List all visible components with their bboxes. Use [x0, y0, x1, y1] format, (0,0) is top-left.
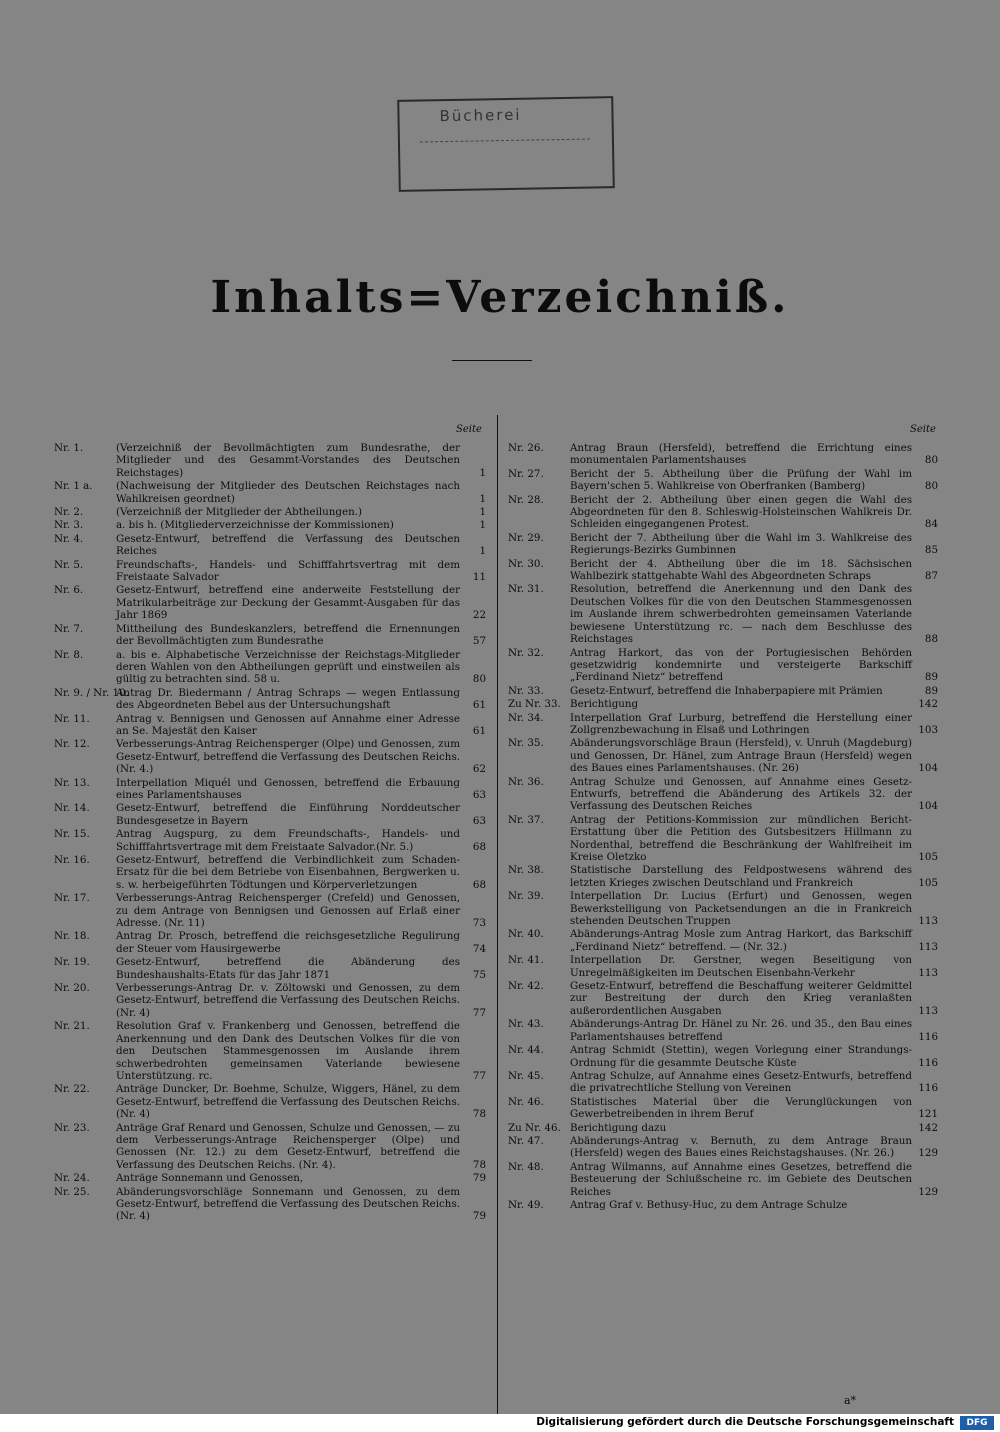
- entry-number: Nr. 1.: [54, 442, 84, 454]
- toc-entry: [508, 712, 938, 737]
- entry-page: 116: [918, 1056, 938, 1069]
- entry-number: Nr. 31.: [508, 583, 544, 596]
- entry-page: 22: [472, 609, 486, 622]
- dfg-logo: DFG: [960, 1416, 994, 1430]
- library-stamp: [397, 96, 615, 192]
- toc-entry: [54, 649, 486, 686]
- entry-title: Verbesserungs-Antrag Reichensperger (Olpe) und Genossen, zum Gesetz-Entwurf, betreffend die Verfassung des Deutschen Reichs. (Nr. 4.): [116, 738, 460, 776]
- toc-entry: [54, 828, 486, 853]
- entry-title: Abänderungs-Antrag Dr. Hänel zu Nr. 26. und 35., den Bau eines Parlamentshauses betreffend: [570, 1018, 912, 1043]
- toc-entry: [54, 533, 486, 558]
- entry-page: 61: [472, 699, 486, 712]
- footer-credit: Digitalisierung gefördert durch die Deutsche Forschungsgemeinschaft: [536, 1416, 954, 1428]
- toc-entry: [54, 1083, 486, 1120]
- entry-title: Antrag Schmidt (Stettin), wegen Vorlegung einer Strandungs-Ordnung für die gesammte Deutsche Küste: [570, 1044, 912, 1069]
- entry-number: Nr. 46.: [508, 1095, 544, 1108]
- entry-number: Nr. 14.: [54, 802, 90, 815]
- entry-number: Nr. 12.: [54, 738, 90, 751]
- toc-entry: [508, 647, 938, 684]
- entry-page: 142: [918, 698, 938, 711]
- entry-title: Mittheilung des Bundeskanzlers, betreffend die Ernennungen der Bevollmächtigten zum Bundesrathe: [116, 622, 460, 648]
- entry-number: Nr. 24.: [54, 1172, 90, 1185]
- toc-entry: [508, 442, 938, 467]
- entry-number: Nr. 27.: [508, 467, 544, 480]
- entry-number: Nr. 20.: [54, 982, 90, 995]
- entry-title: Antrag v. Bennigsen und Genossen auf Annahme einer Adresse an Se. Majestät den Kaiser: [116, 712, 460, 737]
- entry-title: Antrag Schulze, auf Annahme eines Gesetz-Entwurfs, betreffend die privatrechtliche Stellung von Vereinen: [570, 1069, 912, 1095]
- left-page-label: Seite: [456, 424, 482, 435]
- entry-page: 113: [918, 940, 938, 953]
- entry-title: (Verzeichniß der Bevollmächtigten zum Bundesrathe, der Mitglieder und des Gesammt-Vorstandes des Deutschen Reichstages): [116, 442, 460, 479]
- entry-number: Nr. 34.: [508, 711, 544, 724]
- toc-entry: [508, 468, 938, 493]
- entry-number: Nr. 22.: [54, 1083, 90, 1096]
- entry-number: Nr. 35.: [508, 737, 544, 750]
- entry-number: Nr. 17.: [54, 892, 90, 905]
- toc-entry: [508, 776, 938, 813]
- entry-number: Nr. 29.: [508, 531, 544, 544]
- entry-page: 129: [918, 1185, 938, 1198]
- entry-title: Resolution Graf v. Frankenberg und Genossen, betreffend die Anerkennung und den Dank des Deutschen Volkes für die von den Deutschen Stammesgenossen im Auslande ihrem schwerbedrohten gemeinsamen Vaterlande bewiesene Unterstützung. rc.: [116, 1020, 460, 1082]
- toc-entry: [508, 864, 938, 889]
- entry-page: 77: [472, 1069, 486, 1082]
- entry-title: Interpellation Graf Lurburg, betreffend die Herstellung einer Zollgrenzbewachung in Elsaß und Lothringen: [570, 711, 912, 736]
- toc-entry: [508, 890, 938, 927]
- entry-number: Nr. 42.: [508, 980, 544, 993]
- entry-page: 75: [472, 968, 486, 981]
- entry-page: 89: [924, 684, 938, 697]
- entry-title: Gesetz-Entwurf, betreffend die Verfassung des Deutschen Reiches: [116, 532, 460, 558]
- toc-entry: [508, 558, 938, 583]
- toc-entry: [508, 583, 938, 645]
- toc-entry: [508, 685, 938, 697]
- toc-entry: [508, 1161, 938, 1198]
- entry-page: 85: [924, 544, 938, 557]
- toc-entry: [54, 480, 486, 505]
- toc-entry: [54, 442, 486, 479]
- entry-title: Statistische Darstellung des Feldpostwesens während des letzten Krieges zwischen Deutschland und Frankreich: [570, 864, 912, 889]
- entry-page: 1: [479, 492, 486, 505]
- entry-page: 113: [918, 966, 938, 979]
- entry-page: 116: [918, 1082, 938, 1095]
- stamp-faint-lines: [420, 139, 591, 179]
- entry-page: 77: [472, 1006, 486, 1019]
- stamp-text: Bücherei: [439, 105, 522, 126]
- entry-title: Bericht der 4. Abtheilung über die im 18. Sächsischen Wahlbezirk stattgehabte Wahl des Abgeordneten Schraps: [570, 557, 912, 583]
- entry-number: Nr. 9. / Nr. 10.: [54, 686, 129, 699]
- entry-title: Bericht der 7. Abtheilung über die Wahl im 3. Wahlkreise des Regierungs-Bezirks Gumbinnen: [570, 531, 912, 557]
- entry-page: 80: [472, 673, 486, 686]
- entry-number: Nr. 25.: [54, 1185, 90, 1198]
- entry-title: Bericht der 5. Abtheilung über die Prüfung der Wahl im Bayern'schen 5. Wahlkreise von Oberfranken (Bamberg): [570, 467, 912, 493]
- entry-number: Nr. 1 a.: [54, 480, 93, 493]
- entry-title: Interpellation Dr. Lucius (Erfurt) und Genossen, wegen Bewerkstelligung von Packetsendungen an die in Frankreich stehenden Deutschen Truppen: [570, 890, 912, 928]
- entry-page: 74: [472, 942, 486, 955]
- toc-entry: [54, 713, 486, 738]
- entry-page: 62: [472, 763, 486, 776]
- entry-page: 73: [472, 917, 486, 930]
- entry-number: Nr. 48.: [508, 1160, 544, 1173]
- title-rule: [452, 360, 532, 361]
- entry-number: Nr. 37.: [508, 813, 544, 826]
- entry-number: Nr. 36.: [508, 775, 544, 788]
- signature-mark: a*: [844, 1394, 857, 1407]
- entry-title: (Nachweisung der Mitglieder des Deutschen Reichstages nach Wahlkreisen geordnet): [116, 480, 460, 505]
- entry-title: Verbesserungs-Antrag Dr. v. Zöltowski und Genossen, zu dem Gesetz-Entwurf, betreffend die Verfassung des Deutschen Reichs. (Nr. 4): [116, 982, 460, 1019]
- toc-entry: [508, 1070, 938, 1095]
- entry-page: 80: [924, 480, 938, 493]
- entry-number: Nr. 32.: [508, 646, 544, 659]
- toc-entry: [54, 802, 486, 827]
- entry-title: Antrag Schulze und Genossen, auf Annahme eines Gesetz-Entwurfs, betreffend die Abänderung des Artikels 32. der Verfassung des Deutschen Reiches: [570, 775, 912, 813]
- entry-page: 129: [918, 1147, 938, 1160]
- right-column: [508, 442, 938, 1212]
- entry-page: 79: [472, 1210, 486, 1223]
- entry-page: 80: [924, 454, 938, 467]
- entry-number: Nr. 47.: [508, 1134, 544, 1147]
- page-title: Inhalts=Verzeichniß.: [210, 272, 790, 323]
- entry-number: Nr. 16.: [54, 854, 90, 866]
- entry-page: 78: [472, 1108, 486, 1121]
- entry-number: Nr. 11.: [54, 712, 90, 725]
- entry-page: 63: [472, 788, 486, 801]
- toc-entry: [508, 532, 938, 557]
- entry-page: 78: [472, 1158, 486, 1171]
- entry-number: Nr. 41.: [508, 954, 544, 967]
- entry-title: Abänderungs-Antrag Mosle zum Antrag Harkort, das Barkschiff „Ferdinand Nietz“ betreffend. — (Nr. 32.): [570, 928, 912, 953]
- toc-entry: [54, 930, 486, 955]
- entry-title: a. bis e. Alphabetische Verzeichnisse der Reichstags-Mitglieder deren Wahlen von den Abtheilungen geprüft und einstweilen als gültig zu betrachten sind. 58 u.: [116, 648, 460, 686]
- entry-number: Nr. 26.: [508, 442, 544, 454]
- toc-entry: [54, 623, 486, 648]
- entry-page: 121: [918, 1108, 938, 1121]
- entry-number: Nr. 7.: [54, 622, 84, 635]
- entry-number: Nr. 45.: [508, 1069, 544, 1082]
- entry-number: Nr. 43.: [508, 1018, 544, 1031]
- entry-title: Interpellation Miquél und Genossen, betreffend die Erbauung eines Parlamentshauses: [116, 776, 460, 801]
- entry-title: Abänderungsvorschläge Sonnemann und Genossen, zu dem Gesetz-Entwurf, betreffend die Verfassung des Deutschen Reichs. (Nr. 4): [116, 1185, 460, 1223]
- entry-title: Gesetz-Entwurf, betreffend die Abänderung des Bundeshaushalts-Etats für das Jahr 1871: [116, 956, 460, 981]
- entry-title: Antrag der Petitions-Kommission zur mündlichen Bericht-Erstattung über die Petition des Gutsbesitzers Hillmann zu Nordenthal, betreffend die Beschränkung der Wahlfreiheit im Kreise Oletzko: [570, 813, 912, 863]
- toc-entry: [508, 928, 938, 953]
- entry-title: Berichtigung dazu: [570, 1121, 667, 1134]
- entry-title: Antrag Augspurg, zu dem Freundschafts-, Handels- und Schifffahrtsvertrage mit dem Freistaate Salvador.(Nr. 5.): [116, 828, 460, 853]
- entry-page: 113: [918, 915, 938, 928]
- entry-title: Gesetz-Entwurf, betreffend die Beschaffung weiterer Geldmittel zur Bestreitung der durch den Krieg veranlaßten außerordentlichen Ausgaben: [570, 980, 912, 1017]
- entry-title: Resolution, betreffend die Anerkennung und den Dank des Deutschen Volkes für die von den Deutschen Stammesgenossen im Auslande ihrem schwerbedrohten gemeinsamen Vaterlande bewiesene Unterstützung rc. — nach dem Beschlusse des Reichstages: [570, 583, 912, 646]
- toc-entry: [54, 738, 486, 775]
- toc-entry: [508, 1096, 938, 1121]
- entry-page: 116: [918, 1030, 938, 1043]
- entry-title: Abänderungs-Antrag v. Bernuth, zu dem Antrage Braun (Hersfeld) wegen des Baues eines Reichstagshauses. (Nr. 26.): [570, 1134, 912, 1160]
- entry-number: Nr. 8.: [54, 648, 84, 661]
- toc-entry: [508, 1135, 938, 1160]
- toc-entry: [54, 1122, 486, 1172]
- toc-entry: [54, 584, 486, 621]
- entry-title: Interpellation Dr. Gerstner, wegen Beseitigung von Unregelmäßigkeiten im Deutschen Eisenbahn-Verkehr: [570, 954, 912, 979]
- toc-entry: [508, 1044, 938, 1069]
- entry-page: 105: [918, 851, 938, 863]
- entry-title: Bericht der 2. Abtheilung über einen gegen die Wahl des Abgeordneten für den 8. Schleswig-Holsteinschen Wahlkreis Dr. Schleiden eingegangenen Protest.: [570, 493, 912, 531]
- entry-page: 103: [918, 723, 938, 736]
- entry-title: Antrag Dr. Prosch, betreffend die reichsgesetzliche Regulirung der Steuer vom Hausirgewerbe: [116, 930, 460, 955]
- entry-page: 89: [924, 671, 938, 684]
- entry-page: 79: [472, 1172, 486, 1185]
- entry-page: 63: [472, 814, 486, 827]
- entry-page: 142: [918, 1121, 938, 1134]
- toc-entry: [54, 559, 486, 584]
- entry-number: Nr. 18.: [54, 930, 90, 943]
- entry-page: 1: [479, 466, 486, 479]
- toc-entry: [508, 1018, 938, 1043]
- toc-entry: [508, 954, 938, 979]
- entry-page: 104: [918, 762, 938, 775]
- entry-title: Anträge Sonnemann und Genossen,: [116, 1172, 304, 1185]
- toc-entry: [54, 892, 486, 929]
- entry-page: 57: [472, 635, 486, 648]
- toc-entry: [508, 1122, 938, 1134]
- entry-number: Nr. 49.: [508, 1198, 544, 1211]
- entry-title: Antrag Harkort, das von der Portugiesischen Behörden gesetzwidrig kondemnirte und versteigerte Barkschiff „Ferdinand Nietz“ betreffend: [570, 646, 912, 684]
- entry-page: 68: [472, 878, 486, 891]
- entry-number: Zu Nr. 33.: [508, 698, 561, 711]
- entry-page: 84: [924, 518, 938, 531]
- toc-entry: [508, 698, 938, 710]
- toc-entry: [54, 1186, 486, 1223]
- entry-title: Anträge Graf Renard und Genossen, Schulze und Genossen, — zu dem Verbesserungs-Antrage Reichensperger (Olpe) und Genossen (Nr. 12.) zu dem Gesetz-Entwurf, betreffend die Verfassung des Deutschen Reichs. (Nr. 4).: [116, 1121, 460, 1171]
- entry-number: Nr. 33.: [508, 684, 544, 697]
- toc-entry: [508, 1199, 938, 1211]
- entry-page: 88: [924, 633, 938, 646]
- column-divider: [497, 415, 498, 1415]
- entry-page: 1: [479, 545, 486, 558]
- entry-number: Nr. 38.: [508, 864, 544, 877]
- entry-title: Anträge Duncker, Dr. Boehme, Schulze, Wiggers, Hänel, zu dem Gesetz-Entwurf, betreffend die Verfassung des Deutschen Reichs. (Nr. 4): [116, 1083, 460, 1121]
- entry-number: Nr. 44.: [508, 1044, 544, 1057]
- entry-page: 1: [479, 519, 486, 532]
- entry-number: Nr. 23.: [54, 1121, 90, 1134]
- entry-title: Verbesserungs-Antrag Reichensperger (Crefeld) und Genossen, zu dem Antrage von Bennigsen und Genossen auf Erlaß einer Adresse. (Nr. 11): [116, 892, 460, 930]
- toc-entry: [508, 494, 938, 531]
- entry-title: Abänderungsvorschläge Braun (Hersfeld), v. Unruh (Magdeburg) und Genossen, Dr. Hänel, zum Antrage Braun (Hersfeld) wegen des Baues eines Parlamentshauses. (Nr. 26): [570, 737, 912, 775]
- entry-number: Nr. 3.: [54, 519, 84, 532]
- right-page-label: Seite: [910, 424, 936, 435]
- toc-entry: [54, 506, 486, 518]
- toc-entry: [54, 982, 486, 1019]
- entry-page: 61: [472, 724, 486, 737]
- footer-bar: [0, 1414, 1000, 1432]
- entry-title: Gesetz-Entwurf, betreffend die Einführung Norddeutscher Bundesgesetze in Bayern: [116, 802, 460, 827]
- entry-title: Gesetz-Entwurf, betreffend eine anderweite Feststellung der Matrikularbeiträge zur Deckung der Gesammt-Ausgaben für das Jahr 1869: [116, 584, 460, 622]
- entry-title: Gesetz-Entwurf, betreffend die Verbindlichkeit zum Schaden-Ersatz für die bei dem Betriebe von Eisenbahnen, Bergwerken u. s. w. herbeigeführten Tödtungen und Körperverletzungen: [116, 854, 460, 891]
- entry-number: Nr. 6.: [54, 584, 84, 597]
- entry-number: Nr. 28.: [508, 493, 544, 506]
- entry-title: Freundschafts-, Handels- und Schifffahrtsvertrag mit dem Freistaate Salvador: [116, 558, 460, 584]
- entry-number: Nr. 5.: [54, 558, 84, 571]
- entry-number: Nr. 13.: [54, 776, 90, 789]
- entry-number: Zu Nr. 46.: [508, 1121, 561, 1134]
- entry-page: 87: [924, 570, 938, 583]
- entry-title: Antrag Dr. Biedermann / Antrag Schraps — wegen Entlassung des Abgeordneten Bebel aus der Untersuchungshaft: [116, 686, 460, 712]
- entry-number: Nr. 2.: [54, 506, 84, 519]
- entry-title: Berichtigung: [570, 698, 639, 711]
- entry-title: Antrag Braun (Hersfeld), betreffend die Errichtung eines monumentalen Parlamentshauses: [570, 442, 912, 467]
- entry-title: a. bis h. (Mitgliederverzeichnisse der Kommissionen): [116, 519, 394, 532]
- toc-entry: [508, 737, 938, 774]
- toc-entry: [54, 687, 486, 712]
- entry-page: 11: [472, 571, 486, 584]
- toc-entry: [508, 980, 938, 1017]
- entry-number: Nr. 15.: [54, 828, 90, 841]
- toc-entry: [54, 1172, 486, 1184]
- entry-title: Antrag Wilmanns, auf Annahme eines Gesetzes, betreffend die Besteuerung der Schlußscheine rc. im Gebiete des Deutschen Reiches: [570, 1160, 912, 1198]
- toc-entry: [54, 777, 486, 802]
- toc-entry: [54, 956, 486, 981]
- toc-entry: [508, 814, 938, 864]
- entry-number: Nr. 4.: [54, 532, 84, 545]
- entry-page: 68: [472, 840, 486, 853]
- entry-page: 104: [918, 800, 938, 813]
- entry-number: Nr. 21.: [54, 1020, 90, 1033]
- entry-page: 113: [918, 1004, 938, 1017]
- toc-entry: [54, 1020, 486, 1082]
- entry-title: Statistisches Material über die Verunglückungen von Gewerbetreibenden in ihrem Beruf: [570, 1095, 912, 1121]
- entry-page: 105: [918, 876, 938, 889]
- entry-number: Nr. 19.: [54, 956, 90, 969]
- entry-title: Gesetz-Entwurf, betreffend die Inhaberpapiere mit Prämien: [570, 684, 883, 697]
- entry-number: Nr. 39.: [508, 890, 544, 903]
- entry-number: Nr. 30.: [508, 557, 544, 570]
- entry-title: Antrag Graf v. Bethusy-Huc, zu dem Antrage Schulze: [570, 1198, 848, 1211]
- toc-entry: [54, 519, 486, 531]
- entry-page: 1: [479, 506, 486, 519]
- entry-number: Nr. 40.: [508, 928, 544, 941]
- toc-entry: [54, 854, 486, 891]
- left-column: [54, 442, 486, 1224]
- entry-title: (Verzeichniß der Mitglieder der Abtheilungen.): [116, 506, 363, 519]
